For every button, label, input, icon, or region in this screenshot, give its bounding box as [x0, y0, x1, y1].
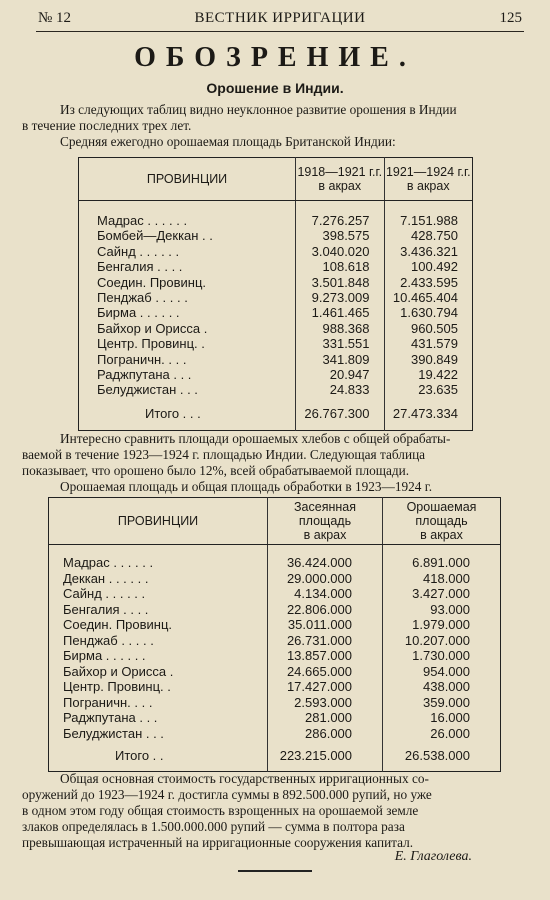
table-total-row: Итого . . . 26.767.300 27.473.334: [79, 398, 473, 431]
table-row: Центр. Провинц. . 331.551 431.579: [79, 336, 473, 351]
table-row: Белуджистан . . . 286.000 26.000: [49, 726, 501, 742]
header-divider: [36, 31, 524, 32]
spacer-row: [49, 545, 501, 556]
table-row: Бирма . . . . . . 13.857.000 1.730.000: [49, 648, 501, 664]
table-row: Бенгалия . . . . 22.806.000 93.000: [49, 602, 501, 618]
table-row: Бирма . . . . . . 1.461.465 1.630.794: [79, 305, 473, 320]
table-row: Соедин. Провинц. 35.011.000 1.979.000: [49, 617, 501, 633]
author-signature: Е. Глаголева.: [394, 849, 472, 864]
journal-title: ВЕСТНИК ИРРИГАЦИИ: [194, 10, 366, 26]
middle-line-4: Орошаемая площадь и общая площадь обработки в 1923—1924 г.: [60, 479, 433, 494]
irrigated-area-table: [78, 157, 473, 431]
table-row: Сайнд . . . . . . 3.040.020 3.436.321: [79, 244, 473, 259]
table-row: Бенгалия . . . . 108.618 100.492: [79, 259, 473, 274]
page-number: 125: [499, 10, 522, 26]
table-row: Деккан . . . . . . 29.000.000 418.000: [49, 571, 501, 587]
table-row: Сайнд . . . . . . 4.134.000 3.427.000: [49, 586, 501, 602]
closing-line-1: Общая основная стоимость государственных ирригационных со-: [60, 771, 429, 786]
intro-line-1: Из следующих таблиц видно неуклонное развитие орошения в Индии: [60, 102, 457, 117]
table-row: Пограничн. . . . 341.809 390.849: [79, 352, 473, 367]
intro-line-3: Средняя ежегодно орошаемая площадь Британской Индии:: [60, 134, 396, 149]
table-total-row: Итого . . 223.215.000 26.538.000: [49, 741, 501, 772]
intro-line-2: в течение последних трех лет.: [22, 118, 192, 133]
closing-line-4: злаков определялась в 1.500.000.000 рупий — сумма в полтора раза: [22, 819, 405, 834]
col-sown-header: Засеянная площадь в акрах: [268, 498, 383, 545]
col-province-header: ПРОВИНЦИИ: [79, 158, 296, 201]
closing-line-5: превышающая истраченный на ирригационные сооружения капитал.: [22, 835, 414, 850]
article-title: Орошение в Индии.: [206, 80, 344, 96]
table-row: Байхор и Орисса . 24.665.000 954.000: [49, 664, 501, 680]
table-row: Соедин. Провинц. 3.501.848 2.433.595: [79, 275, 473, 290]
table-row: Раджпутана . . . 20.947 19.422: [79, 367, 473, 382]
issue-number: № 12: [38, 10, 72, 26]
table-row: Раджпутана . . . 281.000 16.000: [49, 710, 501, 726]
table-row: Пенджаб . . . . . 26.731.000 10.207.000: [49, 633, 501, 649]
spacer-row: [79, 201, 473, 214]
table-row: Пенджаб . . . . . 9.273.009 10.465.404: [79, 290, 473, 305]
table-row: Центр. Провинц. . 17.427.000 438.000: [49, 679, 501, 695]
middle-line-2: ваемой в течение 1923—1924 г. площадью Индии. Следующая таблица: [22, 447, 426, 462]
middle-line-3: показывает, что орошено было 12%, всей обрабатываемой площади.: [22, 463, 410, 478]
table-header-row: [79, 158, 473, 201]
table-header-row: [49, 498, 501, 545]
sown-irrigated-table: [48, 497, 501, 772]
col-irrigated-header: Орошаемая площадь в акрах: [383, 498, 501, 545]
closing-line-3: в одном этом году общая стоимость взрощенных на орошаемой земле: [22, 803, 419, 818]
table-row: Бомбей—Деккан . . 398.575 428.750: [79, 228, 473, 243]
table-row: Белуджистан . . . 24.833 23.635: [79, 382, 473, 397]
middle-line-1: Интересно сравнить площади орошаемых хлебов с общей обрабаты-: [60, 431, 451, 446]
table-row: Мадрас . . . . . . 7.276.257 7.151.988: [79, 213, 473, 228]
end-divider: [238, 870, 312, 872]
section-title: ОБОЗРЕНИЕ.: [134, 42, 416, 73]
table-row: Пограничн. . . . 2.593.000 359.000: [49, 695, 501, 711]
running-header: [38, 10, 522, 28]
col-period-1-header: 1918—1921 г.г. в акрах: [296, 158, 385, 201]
col-province-header: ПРОВИНЦИИ: [49, 498, 268, 545]
col-period-2-header: 1921—1924 г.г. в акрах: [384, 158, 473, 201]
closing-line-2: оружений до 1923—1924 г. достигла суммы в 892.500.000 рупий, но уже: [22, 787, 432, 802]
table-row: Мадрас . . . . . . 36.424.000 6.891.000: [49, 555, 501, 571]
table-row: Байхор и Орисса . 988.368 960.505: [79, 321, 473, 336]
